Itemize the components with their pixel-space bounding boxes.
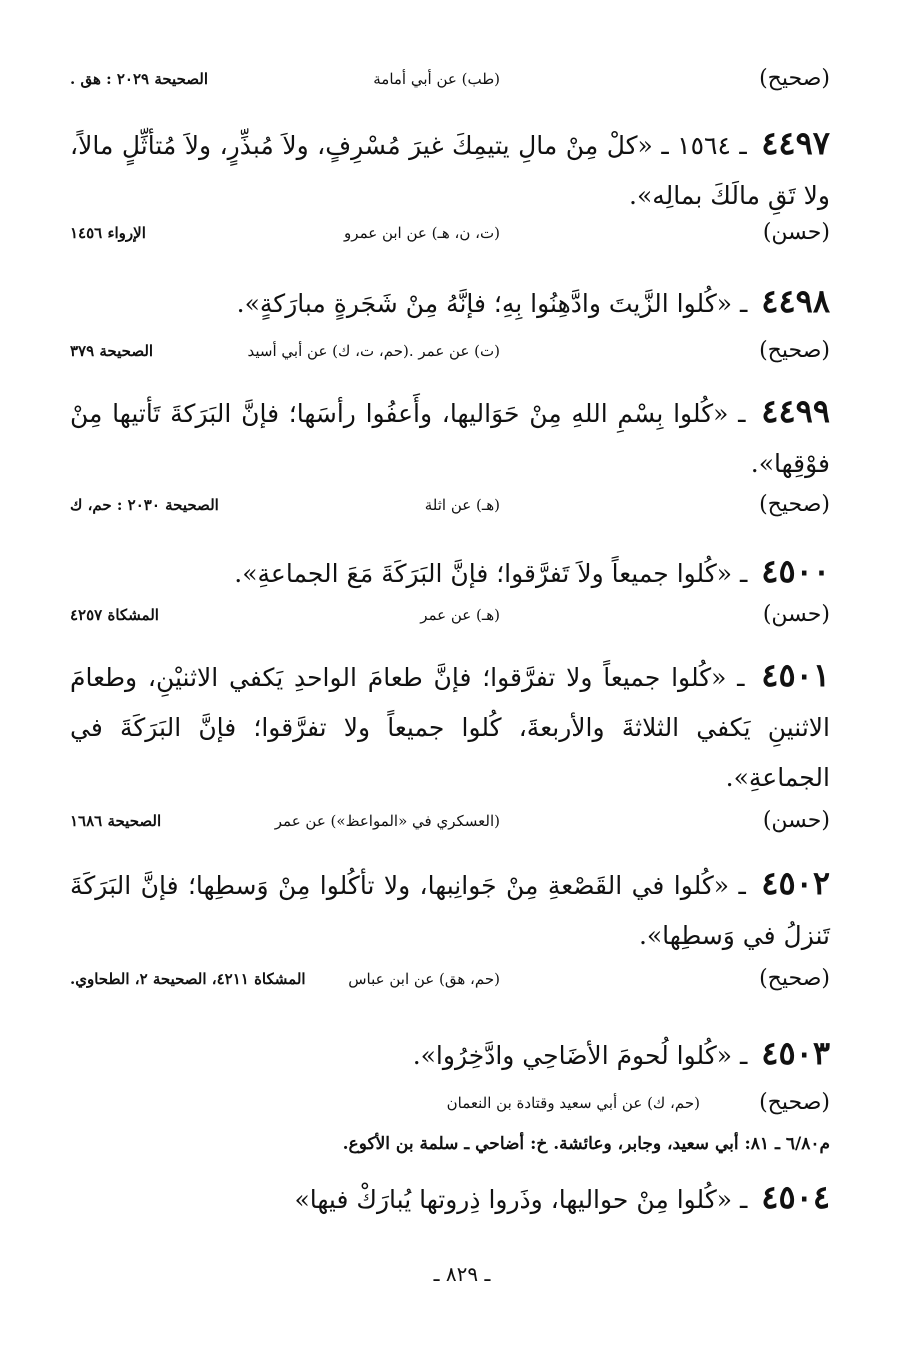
reference-line-4499 xyxy=(70,492,830,526)
reference-line-4498 xyxy=(70,338,830,372)
hadith-4503 xyxy=(70,1028,830,1081)
ref-label: الصحيحة ٢٠٣٠ : حم، ك xyxy=(70,496,219,514)
hadith-number: ٤٤٩٨ xyxy=(761,282,830,320)
source-label: (هـ) عن اثلة xyxy=(424,496,500,514)
reference-line-4503 xyxy=(70,1090,830,1124)
source-label: (ت) عن عمر .(حم، ت، ك) عن أبي أسيد xyxy=(247,342,500,360)
source-label: (العسكري في «المواعظ») عن عمر xyxy=(274,812,500,830)
ref-label: الإرواء ١٤٥٦ xyxy=(70,224,146,242)
hadith-number: ٤٥٠٠ xyxy=(761,552,830,590)
reference-line-4497 xyxy=(70,220,830,254)
hadith-number: ٤٥٠٤ xyxy=(761,1178,830,1216)
hadith-number: ٤٤٩٧ xyxy=(761,124,830,162)
hadith-4504 xyxy=(70,1172,830,1225)
hadith-number: ٤٥٠١ xyxy=(761,656,831,694)
ref-label: المشكاة ٤٢١١، الصحيحة ٢، الطحاوي. xyxy=(70,970,306,988)
hadith-4501 xyxy=(70,650,830,803)
hadith-text: ـ «كُلوا بِسْمِ اللهِ مِنْ حَوَاليها، وأَعفُوا رأسَها؛ فإنَّ البَرَكةَ تَأتيها مِنْ فوْقِها». xyxy=(70,399,830,478)
page-number: ـ ٨٢٩ ـ xyxy=(433,1262,491,1286)
hadith-number: ٤٥٠٢ xyxy=(761,864,831,902)
reference-line-4500 xyxy=(70,602,830,636)
hadith-number: ٤٤٩٩ xyxy=(761,392,831,430)
hadith-text: ـ «كُلوا الزَّيتَ وادَّهِنُوا بِهِ؛ فإنَّهُ مِنْ شَجَرةٍ مبارَكةٍ». xyxy=(236,289,748,318)
grade-label: ( حسن ) xyxy=(763,602,830,627)
grade-label: ( صحيح ) xyxy=(759,966,830,991)
hadith-4502 xyxy=(70,858,830,961)
grade-label: ( صحيح ) xyxy=(759,338,830,363)
reference-line-top xyxy=(70,66,830,100)
source-label: (حم، هق) عن ابن عباس xyxy=(348,970,500,988)
grade-label: ( صحيح ) xyxy=(759,66,830,91)
ref-label: المشكاة ٤٢٥٧ xyxy=(70,606,159,624)
source-label: (ت، ن، هـ) عن ابن عمرو xyxy=(344,224,500,242)
reference-line-4501 xyxy=(70,808,830,842)
hadith-4497 xyxy=(70,118,830,221)
hadith-text: ـ «كُلوا في القَصْعةِ مِنْ جَوانِبها، ولا تأكُلوا مِنْ وَسطِها؛ فإنَّ البَرَكَةَ تَنزلُ في وَسطِها». xyxy=(70,871,830,950)
hadith-text: ـ ١٥٦٤ ـ «كلْ مِنْ مالِ يتيمِكَ غيرَ مُسْرِفٍ، ولاَ مُبذِّرٍ، ولاَ مُتأثِّلٍ مالاً، ولا تَقِ مالَكَ بمالِه». xyxy=(70,131,830,210)
source-label: (حم، ك) عن أبي سعيد وقتادة بن النعمان xyxy=(446,1094,700,1112)
hadith-4500 xyxy=(70,546,830,599)
hadith-text: ـ «كُلوا لُحومَ الأضَاحِي وادَّخِرُوا». xyxy=(412,1041,748,1070)
hadith-number: ٤٥٠٣ xyxy=(761,1034,830,1072)
hadith-text: ـ «كُلوا جميعاً ولا تفرَّقوا؛ فإنَّ طعامَ الواحدِ يَكفي الاثنيْنِ، وطعامَ الاثنينِ يَكفي الثلاثةَ والأربعةَ، كُلوا جميعاً ولا تفرَّقوا؛ فإنَّ البَرَكَةَ في الجماعةِ». xyxy=(70,663,830,792)
ref-label: الصحيحة ١٦٨٦ xyxy=(70,812,162,830)
hadith-text: ـ «كُلوا مِنْ حواليها، وذَروا ذِروتها يُبارَكْ فيها» xyxy=(294,1185,748,1214)
ref-label: الصحيحة ٣٧٩ xyxy=(70,342,154,360)
hadith-text: ـ «كُلوا جميعاً ولاَ تَفرَّقوا؛ فإنَّ البَرَكَةَ مَعَ الجماعةِ». xyxy=(234,559,748,588)
source-label: (طب) عن أبي أمامة xyxy=(373,70,500,88)
grade-label: ( صحيح ) xyxy=(759,1090,830,1115)
source-label: (هـ) عن عمر xyxy=(420,606,500,624)
ref-label: الصحيحة ٢٠٢٩ : هق . xyxy=(70,70,208,88)
reference-line-4502 xyxy=(70,966,830,1000)
hadith-4498 xyxy=(70,276,830,329)
grade-label: ( صحيح ) xyxy=(759,492,830,517)
footnote-4503: م٦/٨٠ ـ ٨١: أبي سعيد، وجابر، وعائشة. خ: أضاحي ـ سلمة بن الأكوع. xyxy=(342,1134,830,1154)
hadith-4499 xyxy=(70,386,830,489)
grade-label: ( حسن ) xyxy=(763,220,830,245)
grade-label: ( حسن ) xyxy=(763,808,830,833)
